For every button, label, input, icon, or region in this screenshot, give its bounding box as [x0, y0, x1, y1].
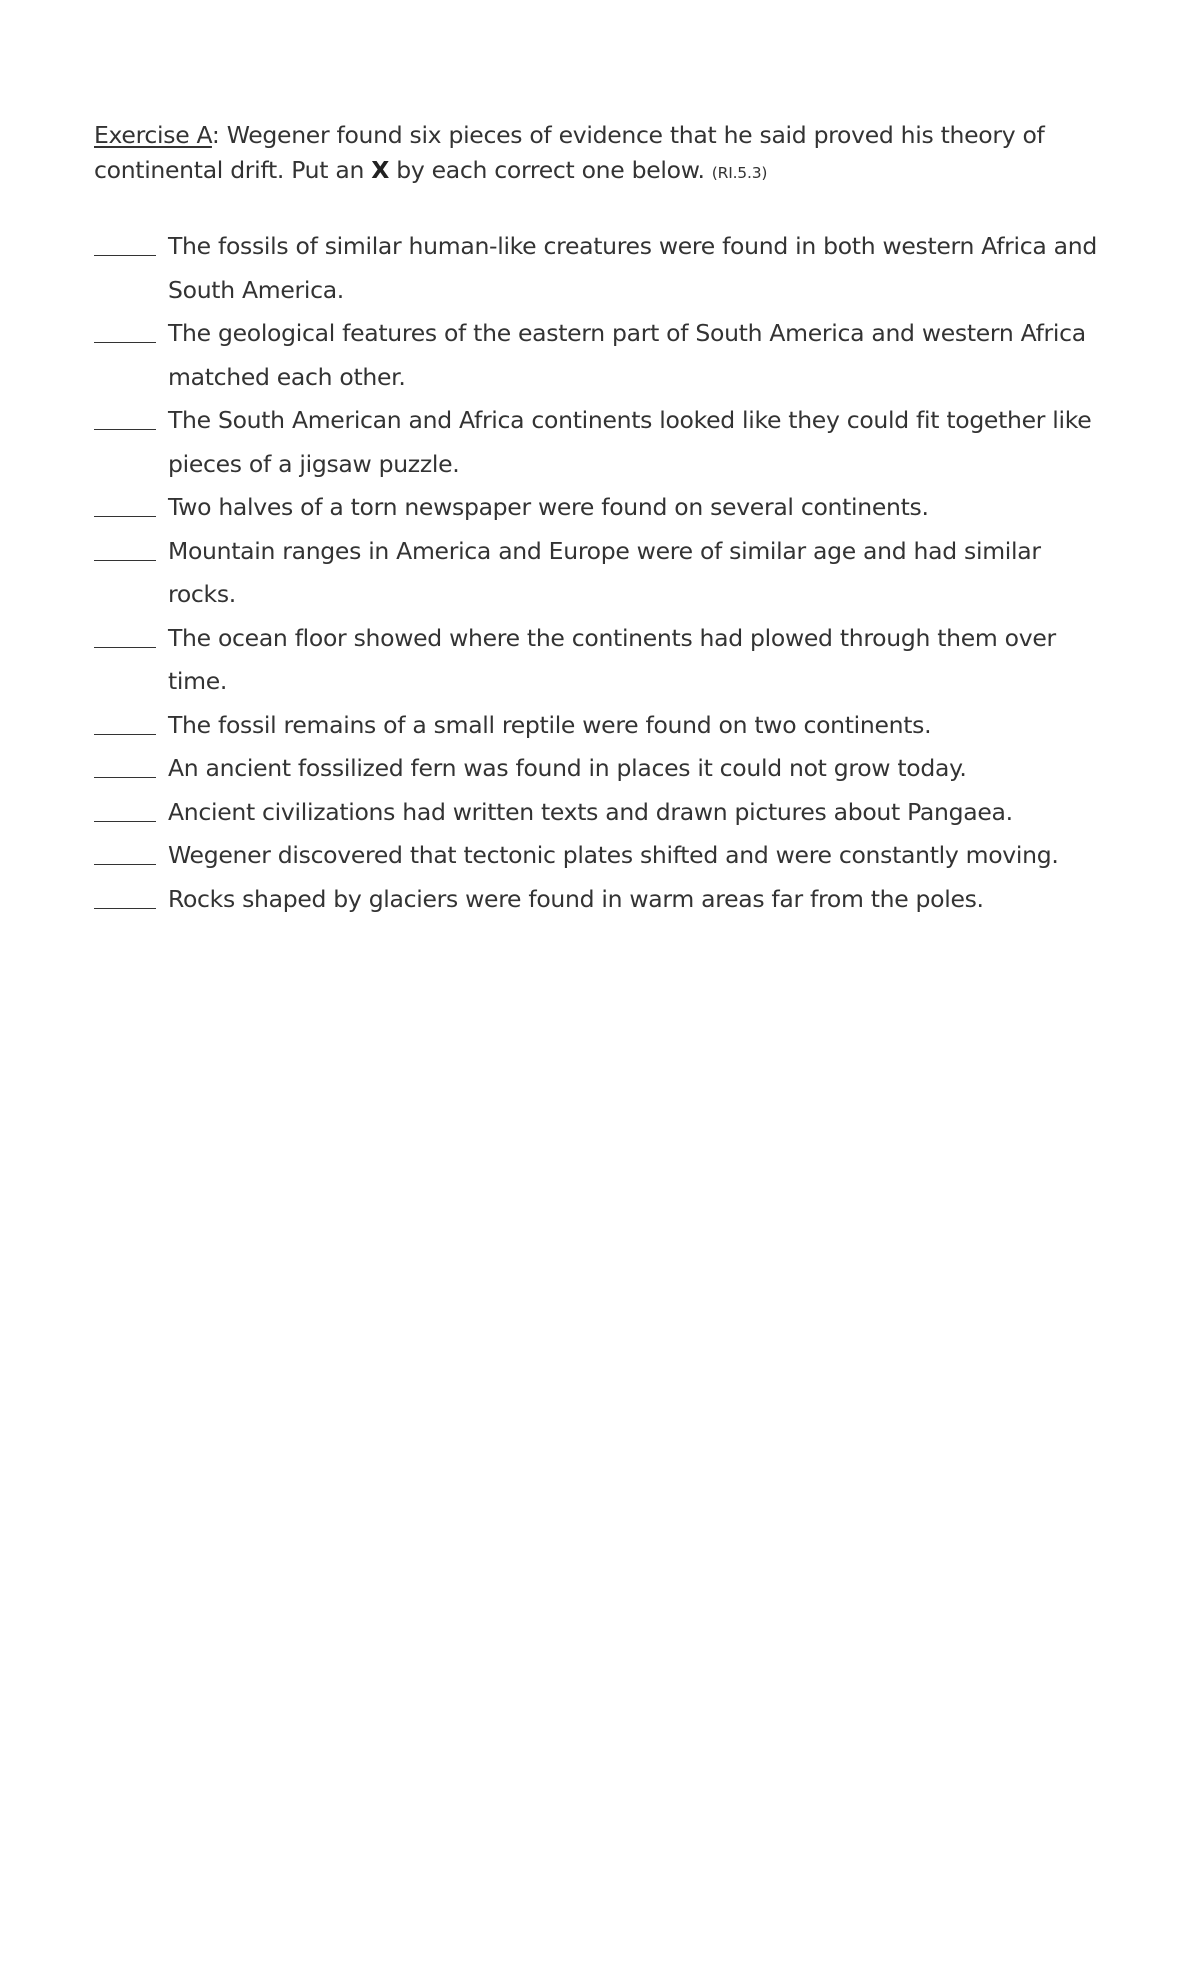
answer-blank[interactable]: [94, 225, 156, 269]
item-text: Wegener discovered that tectonic plates shifted and were constantly moving.: [168, 841, 1059, 869]
list-item: [94, 878, 1104, 922]
list-item: [94, 617, 1104, 704]
answer-blank[interactable]: [94, 704, 156, 748]
list-item: [94, 791, 1104, 835]
answer-blank[interactable]: [94, 486, 156, 530]
standard-code: (RI.5.3): [711, 164, 768, 182]
list-item: [94, 225, 1104, 312]
answer-blank[interactable]: [94, 878, 156, 922]
answer-blank[interactable]: [94, 399, 156, 443]
list-item: [94, 530, 1104, 617]
instructions-text-2: by each correct one below.: [389, 156, 712, 184]
answer-blank[interactable]: [94, 791, 156, 835]
answer-blank[interactable]: [94, 617, 156, 661]
item-text: The fossil remains of a small reptile were found on two continents.: [168, 710, 932, 739]
list-item: [94, 486, 1104, 530]
item-text: An ancient fossilized fern was found in places it could not grow today.: [168, 754, 967, 782]
item-text: The South American and Africa continents looked like they could fit together like pieces of a jigsaw puzzle.: [168, 406, 1092, 478]
item-text: Rocks shaped by glaciers were found in warm areas far from the poles.: [168, 884, 984, 913]
answer-blank[interactable]: [94, 530, 156, 574]
evidence-list: [94, 225, 1104, 921]
list-item: [94, 399, 1104, 486]
instructions-text-1: : Wegener found six pieces of evidence that he said proved his theory of continental drift. Put an: [94, 121, 1045, 184]
item-text: The geological features of the eastern part of South America and western Africa matched each other.: [168, 319, 1086, 391]
exercise-label: Exercise A: [94, 121, 212, 149]
answer-blank[interactable]: [94, 747, 156, 791]
list-item: [94, 747, 1104, 791]
item-text: The ocean floor showed where the continents had plowed through them over time.: [168, 623, 1056, 695]
mark-symbol: X: [371, 156, 390, 184]
list-item: [94, 834, 1104, 878]
list-item: [94, 312, 1104, 399]
list-item: [94, 704, 1104, 748]
exercise-instructions: [94, 118, 1104, 191]
item-text: Mountain ranges in America and Europe were of similar age and had similar rocks.: [168, 536, 1041, 608]
answer-blank[interactable]: [94, 834, 156, 878]
item-text: Ancient civilizations had written texts and drawn pictures about Pangaea.: [168, 797, 1013, 826]
answer-blank[interactable]: [94, 312, 156, 356]
item-text: The fossils of similar human-like creatures were found in both western Africa and South America.: [168, 232, 1097, 304]
worksheet-page: [94, 118, 1104, 921]
item-text: Two halves of a torn newspaper were found on several continents.: [168, 493, 929, 521]
